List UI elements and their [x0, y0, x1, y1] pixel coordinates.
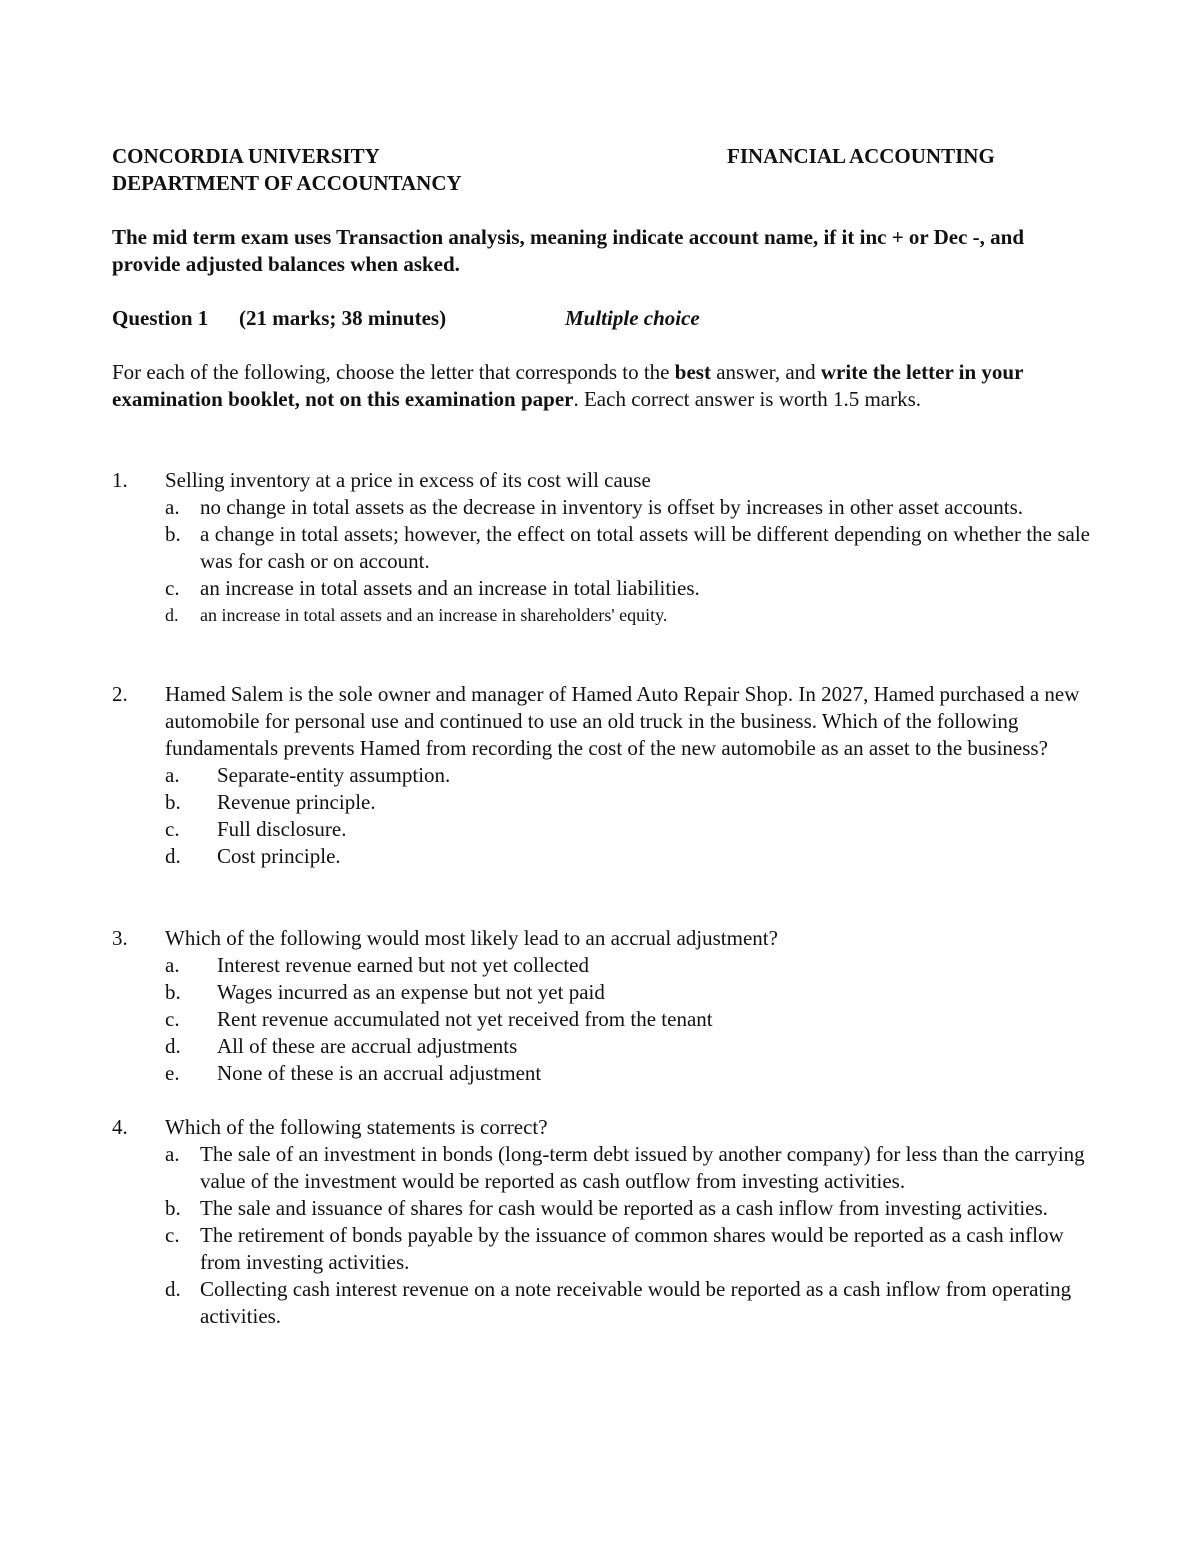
- question-number: 2.: [112, 682, 128, 706]
- question-stem: Selling inventory at a price in excess of its cost will cause: [165, 468, 651, 492]
- option-c: [165, 1006, 1090, 1033]
- question-4: [112, 1114, 1090, 1330]
- department-name: DEPARTMENT OF ACCOUNTANCY: [112, 171, 462, 195]
- option-text: Full disclosure.: [217, 817, 347, 841]
- option-d: [165, 602, 1090, 629]
- option-d: [165, 843, 1090, 870]
- option-letter: b.: [165, 980, 181, 1004]
- option-text: no change in total assets as the decrease in inventory is offset by increases in other asset accounts.: [200, 495, 1024, 519]
- option-letter: b.: [165, 522, 181, 546]
- instructions-best: best: [674, 360, 711, 384]
- course-name: FINANCIAL ACCOUNTING: [727, 144, 995, 168]
- option-text: The sale of an investment in bonds (long-term debt issued by another company) for less than the carrying value of the investment would be reported as cash outflow from investing activities.: [200, 1142, 1085, 1193]
- option-letter: d.: [165, 1034, 181, 1058]
- option-letter: a.: [165, 763, 180, 787]
- option-text: Wages incurred as an expense but not yet paid: [217, 980, 605, 1004]
- option-letter: d.: [165, 605, 179, 625]
- question-number: 3.: [112, 926, 128, 950]
- option-a: [165, 494, 1090, 521]
- option-text: an increase in total assets and an increase in shareholders' equity.: [200, 605, 668, 625]
- option-letter: b.: [165, 1196, 181, 1220]
- option-text: Revenue principle.: [217, 790, 376, 814]
- option-letter: d.: [165, 844, 181, 868]
- option-text: Cost principle.: [217, 844, 341, 868]
- option-letter: c.: [165, 817, 180, 841]
- option-letter: a.: [165, 495, 180, 519]
- instructions-part2: answer, and: [710, 360, 821, 384]
- option-text: All of these are accrual adjustments: [217, 1034, 518, 1058]
- option-a: [165, 1141, 1090, 1195]
- university-name: CONCORDIA UNIVERSITY: [112, 144, 380, 168]
- option-letter: c.: [165, 1223, 180, 1247]
- option-c: [165, 816, 1090, 843]
- question-stem: Hamed Salem is the sole owner and manager of Hamed Auto Repair Shop. In 2027, Hamed purchased a new automobile for personal use and continued to use an old truck in the business. Which of the following fundamentals prevents Hamed from recording the cost of the new automobile as an asset to the business?: [165, 682, 1080, 760]
- option-letter: b.: [165, 790, 181, 814]
- option-b: [165, 1195, 1090, 1222]
- option-text: Interest revenue earned but not yet collected: [217, 953, 589, 977]
- option-text: None of these is an accrual adjustment: [217, 1061, 542, 1085]
- question-title: Question 1: [112, 306, 209, 330]
- option-text: a change in total assets; however, the effect on total assets will be different depending on whether the sale was for cash or on account.: [200, 522, 1090, 573]
- option-d: [165, 1033, 1090, 1060]
- option-b: [165, 979, 1090, 1006]
- option-text: The retirement of bonds payable by the issuance of common shares would be reported as a cash inflow from investing activities.: [200, 1223, 1064, 1274]
- option-text: Separate-entity assumption.: [217, 763, 451, 787]
- option-text: Collecting cash interest revenue on a note receivable would be reported as a cash inflow from operating activities.: [200, 1277, 1072, 1328]
- instructions-part1: For each of the following, choose the letter that corresponds to the: [112, 360, 675, 384]
- question-stem: Which of the following statements is correct?: [165, 1115, 548, 1139]
- question-2: [112, 681, 1090, 870]
- instructions: [112, 359, 1090, 413]
- option-c: [165, 1222, 1090, 1276]
- option-letter: c.: [165, 1007, 180, 1031]
- option-text: Rent revenue accumulated not yet received from the tenant: [217, 1007, 713, 1031]
- option-letter: e.: [165, 1061, 180, 1085]
- question-number: 4.: [112, 1115, 128, 1139]
- option-b: [165, 521, 1090, 575]
- option-d: [165, 1276, 1090, 1330]
- option-a: [165, 952, 1090, 979]
- option-text: an increase in total assets and an increase in total liabilities.: [200, 576, 700, 600]
- option-letter: d.: [165, 1277, 181, 1301]
- option-letter: a.: [165, 953, 180, 977]
- option-e: [165, 1060, 1090, 1087]
- question-stem: Which of the following would most likely lead to an accrual adjustment?: [165, 926, 778, 950]
- option-c: [165, 575, 1090, 602]
- option-text: The sale and issuance of shares for cash would be reported as a cash inflow from investing activities.: [200, 1196, 1048, 1220]
- question-marks: (21 marks; 38 minutes): [239, 306, 447, 330]
- question-type: Multiple choice: [565, 306, 700, 330]
- option-letter: a.: [165, 1142, 180, 1166]
- instructions-part3: . Each correct answer is worth 1.5 marks.: [573, 387, 922, 411]
- instructions-bold: write the letter in your examination booklet, not on this examination paper: [112, 360, 1024, 411]
- option-b: [165, 789, 1090, 816]
- question-1: [112, 467, 1090, 629]
- exam-intro: The mid term exam uses Transaction analysis, meaning indicate account name, if it inc + or Dec -, and provide adjusted balances when asked.: [112, 225, 1025, 276]
- question-3: [112, 925, 1090, 1087]
- option-a: [165, 762, 1090, 789]
- question-number: 1.: [112, 468, 128, 492]
- option-letter: c.: [165, 576, 180, 600]
